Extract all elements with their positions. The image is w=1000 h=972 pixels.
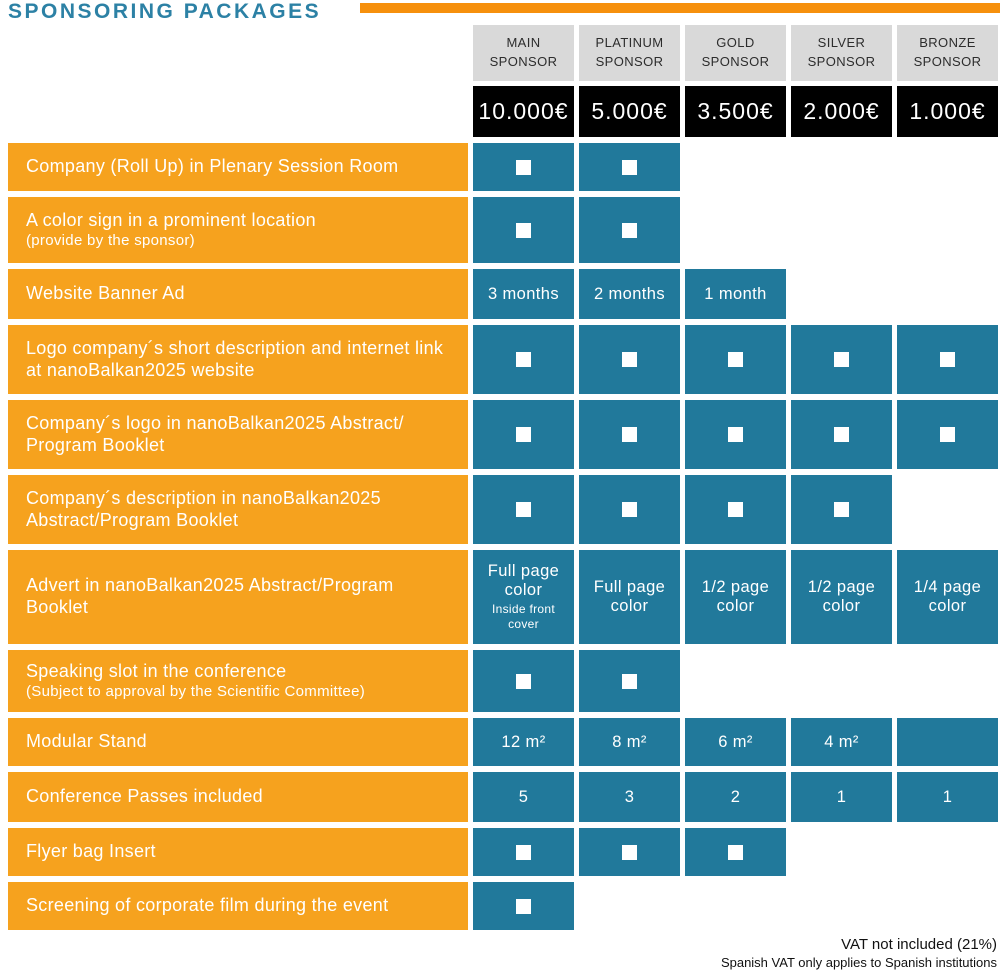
benefit-cell-main bbox=[473, 269, 574, 319]
benefit-cell-gold bbox=[685, 828, 786, 876]
benefit-cell-text: 3 bbox=[624, 787, 635, 806]
benefit-cell-platinum bbox=[579, 143, 680, 191]
benefit-cell-platinum bbox=[579, 325, 680, 394]
included-check-icon bbox=[834, 427, 849, 442]
included-check-icon bbox=[516, 223, 531, 238]
benefit-cell-platinum bbox=[579, 772, 680, 822]
benefit-cell-main bbox=[473, 475, 574, 544]
feature-row bbox=[8, 400, 998, 469]
empty-cell bbox=[579, 882, 680, 930]
empty-cell bbox=[685, 882, 786, 930]
feature-label-text: Company´s logo in nanoBalkan2025 Abstract/ Program Booklet bbox=[26, 412, 404, 455]
tier-header-silver bbox=[791, 25, 892, 81]
benefit-cell-gold bbox=[685, 325, 786, 394]
feature-label-text: Conference Passes included bbox=[26, 786, 263, 807]
feature-label-text: Screening of corporate film during the event bbox=[26, 895, 389, 916]
feature-row bbox=[8, 269, 998, 319]
tier-name-line1: GOLD bbox=[716, 35, 755, 51]
benefit-cell-text: 5 bbox=[518, 787, 529, 806]
price-row-spacer bbox=[8, 86, 468, 137]
feature-row bbox=[8, 718, 998, 766]
empty-cell bbox=[897, 828, 998, 876]
benefit-cell-gold bbox=[685, 400, 786, 469]
benefit-cell-platinum bbox=[579, 828, 680, 876]
included-check-icon bbox=[834, 352, 849, 367]
benefit-cell-text: Full page color bbox=[593, 578, 666, 615]
benefit-cell-silver bbox=[791, 718, 892, 766]
feature-row bbox=[8, 828, 998, 876]
feature-label-text: Flyer bag Insert bbox=[26, 841, 156, 862]
benefit-cell-bronze bbox=[897, 772, 998, 822]
feature-label-text: Company (Roll Up) in Plenary Session Room bbox=[26, 156, 399, 177]
benefit-cell-gold bbox=[685, 269, 786, 319]
benefit-cell-main bbox=[473, 718, 574, 766]
price-silver: 2.000€ bbox=[791, 86, 892, 137]
benefit-cell-text: 3 months bbox=[487, 284, 560, 303]
feature-row-label bbox=[8, 550, 468, 644]
included-check-icon bbox=[622, 674, 637, 689]
benefit-cell-text: 1/4 page color bbox=[913, 578, 982, 615]
tier-header-gold bbox=[685, 25, 786, 81]
empty-cell bbox=[685, 197, 786, 263]
feature-row-label bbox=[8, 882, 468, 930]
tier-header-spacer bbox=[8, 25, 468, 81]
empty-cell bbox=[897, 650, 998, 712]
feature-row bbox=[8, 475, 998, 544]
tier-name-line1: SILVER bbox=[817, 35, 866, 51]
benefit-cell-platinum bbox=[579, 197, 680, 263]
empty-cell bbox=[791, 197, 892, 263]
feature-label-subtext: (provide by the sponsor) bbox=[26, 231, 195, 249]
benefit-cell-main bbox=[473, 550, 574, 644]
benefit-cell-silver bbox=[791, 400, 892, 469]
benefit-cell-text: 4 m² bbox=[824, 732, 859, 751]
tier-header-row bbox=[8, 25, 998, 81]
price-bronze: 1.000€ bbox=[897, 86, 998, 137]
benefit-cell-gold bbox=[685, 718, 786, 766]
tier-name-line2: SPONSOR bbox=[595, 54, 664, 69]
empty-cell bbox=[897, 143, 998, 191]
tier-header-main bbox=[473, 25, 574, 81]
benefit-cell-silver bbox=[791, 772, 892, 822]
benefit-cell-bronze bbox=[897, 325, 998, 394]
included-check-icon bbox=[516, 427, 531, 442]
included-check-icon bbox=[622, 160, 637, 175]
included-check-icon bbox=[622, 502, 637, 517]
included-check-icon bbox=[516, 845, 531, 860]
empty-cell bbox=[685, 650, 786, 712]
benefit-cell-main bbox=[473, 325, 574, 394]
benefit-cell-gold bbox=[685, 772, 786, 822]
benefit-cell-text: 1 month bbox=[704, 284, 767, 303]
empty-cell bbox=[685, 143, 786, 191]
feature-label-text: A color sign in a prominent location bbox=[26, 209, 316, 230]
benefit-cell-silver bbox=[791, 475, 892, 544]
feature-row-label bbox=[8, 325, 468, 394]
included-check-icon bbox=[622, 352, 637, 367]
feature-label-text: Advert in nanoBalkan2025 Abstract/Program Booklet bbox=[26, 575, 394, 617]
feature-row-label bbox=[8, 828, 468, 876]
tier-name-line1: BRONZE bbox=[919, 35, 976, 51]
included-check-icon bbox=[622, 427, 637, 442]
benefit-cell-text: 6 m² bbox=[718, 732, 753, 751]
benefit-cell-gold bbox=[685, 475, 786, 544]
price-gold: 3.500€ bbox=[685, 86, 786, 137]
benefit-cell-text: 1 bbox=[836, 787, 847, 806]
feature-row-label bbox=[8, 197, 468, 263]
benefit-cell-text: Full page color bbox=[487, 562, 560, 599]
feature-label-text: Logo company´s short description and internet link at nanoBalkan2025 website bbox=[26, 337, 444, 380]
feature-row bbox=[8, 197, 998, 263]
included-check-icon bbox=[516, 502, 531, 517]
benefit-cell-main bbox=[473, 197, 574, 263]
empty-cell bbox=[791, 269, 892, 319]
benefit-cell-text: 1 bbox=[942, 787, 953, 806]
feature-row-label bbox=[8, 475, 468, 544]
included-check-icon bbox=[622, 223, 637, 238]
empty-cell bbox=[897, 269, 998, 319]
feature-label-text: Speaking slot in the conference bbox=[26, 660, 287, 681]
feature-label-text: Website Banner Ad bbox=[26, 283, 185, 304]
tier-header-platinum bbox=[579, 25, 680, 81]
benefit-cell-text: 2 bbox=[730, 787, 741, 806]
tier-name-line1: PLATINUM bbox=[595, 35, 664, 51]
price-platinum: 5.000€ bbox=[579, 86, 680, 137]
feature-row bbox=[8, 772, 998, 822]
empty-cell bbox=[791, 143, 892, 191]
benefit-cell-main bbox=[473, 882, 574, 930]
feature-row-label bbox=[8, 718, 468, 766]
benefit-cell-text: 2 months bbox=[593, 284, 666, 303]
tier-name-line1: MAIN bbox=[506, 35, 541, 51]
benefit-cell-text: 12 m² bbox=[501, 732, 546, 751]
sponsoring-packages-table bbox=[8, 25, 998, 930]
included-check-icon bbox=[940, 352, 955, 367]
benefit-cell-platinum bbox=[579, 650, 680, 712]
tier-name-line2: SPONSOR bbox=[701, 54, 770, 69]
feature-row bbox=[8, 143, 998, 191]
tier-name-line2: SPONSOR bbox=[807, 54, 876, 69]
benefit-cell-main bbox=[473, 772, 574, 822]
included-check-icon bbox=[516, 352, 531, 367]
empty-cell bbox=[897, 475, 998, 544]
feature-label-subtext: (Subject to approval by the Scientific Committee) bbox=[26, 682, 366, 700]
page-title: SPONSORING PACKAGES bbox=[8, 0, 322, 23]
accent-bar bbox=[360, 3, 1000, 13]
benefit-cell-silver bbox=[791, 325, 892, 394]
benefit-cell-platinum bbox=[579, 400, 680, 469]
feature-row bbox=[8, 550, 998, 644]
benefit-cell-text: 1/2 page color bbox=[807, 578, 876, 615]
benefit-cell-main bbox=[473, 828, 574, 876]
price-main: 10.000€ bbox=[473, 86, 574, 137]
benefit-cell-main bbox=[473, 400, 574, 469]
empty-cell bbox=[897, 882, 998, 930]
vat-note-line2: Spanish VAT only applies to Spanish institutions bbox=[720, 954, 997, 970]
benefit-cell-bronze bbox=[897, 718, 998, 766]
included-check-icon bbox=[516, 899, 531, 914]
benefit-cell-subtext: Inside front cover bbox=[492, 601, 555, 631]
benefit-cell-text: 8 m² bbox=[612, 732, 647, 751]
feature-row bbox=[8, 325, 998, 394]
benefit-cell-gold bbox=[685, 550, 786, 644]
empty-cell bbox=[791, 882, 892, 930]
price-row bbox=[8, 86, 998, 137]
tier-name-line2: SPONSOR bbox=[489, 54, 558, 69]
feature-label-text: Modular Stand bbox=[26, 731, 147, 752]
benefit-cell-bronze bbox=[897, 550, 998, 644]
benefit-cell-text: 1/2 page color bbox=[701, 578, 770, 615]
benefit-cell-main bbox=[473, 650, 574, 712]
included-check-icon bbox=[622, 845, 637, 860]
feature-row bbox=[8, 650, 998, 712]
benefit-cell-platinum bbox=[579, 550, 680, 644]
empty-cell bbox=[791, 828, 892, 876]
included-check-icon bbox=[728, 845, 743, 860]
tier-header-bronze bbox=[897, 25, 998, 81]
feature-row-label bbox=[8, 400, 468, 469]
feature-label-text: Company´s description in nanoBalkan2025 Abstract/Program Booklet bbox=[26, 487, 381, 530]
benefit-cell-platinum bbox=[579, 718, 680, 766]
included-check-icon bbox=[516, 674, 531, 689]
included-check-icon bbox=[728, 427, 743, 442]
included-check-icon bbox=[834, 502, 849, 517]
feature-row bbox=[8, 882, 998, 930]
feature-row-label bbox=[8, 269, 468, 319]
included-check-icon bbox=[516, 160, 531, 175]
included-check-icon bbox=[940, 427, 955, 442]
benefit-cell-main bbox=[473, 143, 574, 191]
included-check-icon bbox=[728, 352, 743, 367]
benefit-cell-platinum bbox=[579, 269, 680, 319]
benefit-cell-bronze bbox=[897, 400, 998, 469]
vat-note bbox=[721, 936, 997, 972]
feature-row-label bbox=[8, 650, 468, 712]
empty-cell bbox=[791, 650, 892, 712]
feature-row-label bbox=[8, 772, 468, 822]
feature-row-label bbox=[8, 143, 468, 191]
benefit-cell-platinum bbox=[579, 475, 680, 544]
empty-cell bbox=[897, 197, 998, 263]
tier-name-line2: SPONSOR bbox=[913, 54, 982, 69]
benefit-cell-silver bbox=[791, 550, 892, 644]
included-check-icon bbox=[728, 502, 743, 517]
vat-note-line1: VAT not included (21%) bbox=[841, 936, 997, 953]
page-header bbox=[0, 0, 1000, 25]
